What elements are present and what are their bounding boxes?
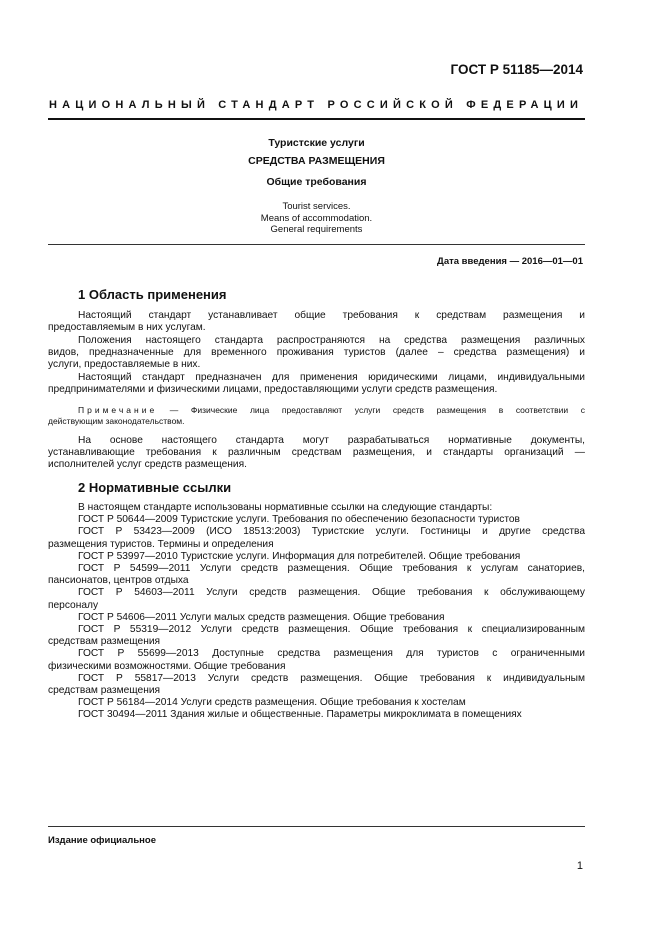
title-en-3: General requirements xyxy=(270,224,363,235)
section-2-heading: 2 Нормативные ссылки xyxy=(78,480,232,495)
text-line: услуги, предоставляемые в них. xyxy=(48,359,201,371)
text-line xyxy=(48,405,585,416)
reference-line: В настоящем стандарте использованы нормативные ссылки на следующие стандарты: xyxy=(78,502,493,513)
section-1-paragraph-2 xyxy=(48,335,585,372)
title-en-2: Means of accommodation. xyxy=(260,213,373,224)
reference-line: размещения туристов. Термины и определения xyxy=(48,538,274,550)
page-number: 1 xyxy=(576,860,583,872)
reference-line: ГОСТ Р 54603—2011 Услуги средств размещения. Общие требования к обслуживающему xyxy=(78,587,585,599)
reference-line: ГОСТ Р 56184—2014 Услуги средств размещения. Общие требования к хостелам xyxy=(78,697,466,709)
title-main: СРЕДСТВА РАЗМЕЩЕНИЯ xyxy=(248,155,385,167)
title-en-1: Tourist services. xyxy=(282,201,351,212)
section-1-paragraph-4 xyxy=(48,435,585,472)
reference-line: ГОСТ 30494—2011 Здания жилые и общественные. Параметры микроклимата в помещениях xyxy=(78,709,522,721)
text-line: действующим законодательством. xyxy=(48,416,185,426)
text-line: видов, предназначенные для временного проживания туристов (далее – средства размещения) и xyxy=(48,347,585,359)
official-edition-label: Издание официальное xyxy=(48,835,156,846)
reference-line: средствам размещения xyxy=(48,685,161,697)
reference-line: персоналу xyxy=(48,599,99,611)
reference-line: ГОСТ Р 55699—2013 Доступные средства размещения для туристов с ограниченными xyxy=(78,648,585,660)
reference-line: пансионатов, центров отдыха xyxy=(48,575,189,587)
title-subtitle: Общие требования xyxy=(266,176,367,188)
national-standard-banner: НАЦИОНАЛЬНЫЙ СТАНДАРТ РОССИЙСКОЙ ФЕДЕРАЦИИ xyxy=(49,99,584,111)
standard-number: ГОСТ Р 51185—2014 xyxy=(450,62,583,77)
reference-line: ГОСТ Р 54599—2011 Услуги средств размещения. Общие требования к услугам санаториев, xyxy=(78,563,585,575)
reference-line: ГОСТ Р 55319—2012 Услуги средств размещения. Общие требования к специализированным xyxy=(78,624,585,636)
section-1-paragraph-1 xyxy=(48,310,585,334)
text-line: предоставляемым в них услугам. xyxy=(48,322,206,334)
text-line: Настоящий стандарт устанавливает общие требования к средствам размещения и xyxy=(78,310,585,321)
note xyxy=(48,405,585,427)
reference-line: ГОСТ Р 55817—2013 Услуги средств размещения. Общие требования к индивидуальным xyxy=(78,672,585,684)
text-line: Положения настоящего стандарта распространяются на средства размещения различных xyxy=(78,335,585,346)
reference-line: ГОСТ Р 54606—2011 Услуги малых средств размещения. Общие требования xyxy=(78,611,445,623)
reference-line: ГОСТ Р 53997—2010 Туристские услуги. Информация для потребителей. Общие требования xyxy=(78,550,521,562)
normative-references-list xyxy=(48,502,585,722)
reference-line: средствам размещения xyxy=(48,636,161,648)
text-line: Настоящий стандарт предназначен для применения юридическими лицами, индивидуальными xyxy=(78,372,585,383)
title-line-1: Туристские услуги xyxy=(268,137,365,149)
section-1-heading: 1 Область применения xyxy=(78,287,227,302)
text-line: предпринимателями и физическими лицами, предоставляющими услуги средств размещения. xyxy=(48,384,498,396)
reference-line: физическими возможностями. Общие требования xyxy=(48,660,286,672)
text-line: На основе настоящего стандарта могут разрабатываться нормативные документы, xyxy=(78,435,585,446)
note-label: Примечание xyxy=(78,405,158,415)
title-rule xyxy=(48,244,585,245)
text-line: устанавливающие требования к различным средствам размещения, и стандарты организаций — xyxy=(48,447,585,459)
text-line: исполнителей услуг средств размещения. xyxy=(48,459,247,471)
introduction-date: Дата введения — 2016—01—01 xyxy=(437,256,583,267)
header-rule xyxy=(48,118,585,120)
reference-line: ГОСТ Р 50644—2009 Туристские услуги. Требования по обеспечению безопасности туристов xyxy=(78,514,520,526)
note-text: — Физические лица предоставляют услуги средств размещения в соответствии с xyxy=(157,405,585,415)
footer-rule xyxy=(48,826,585,827)
section-1-paragraph-3 xyxy=(48,372,585,396)
reference-line: ГОСТ Р 53423—2009 (ИСО 18513:2003) Туристские услуги. Гостиницы и другие средства xyxy=(78,526,585,538)
